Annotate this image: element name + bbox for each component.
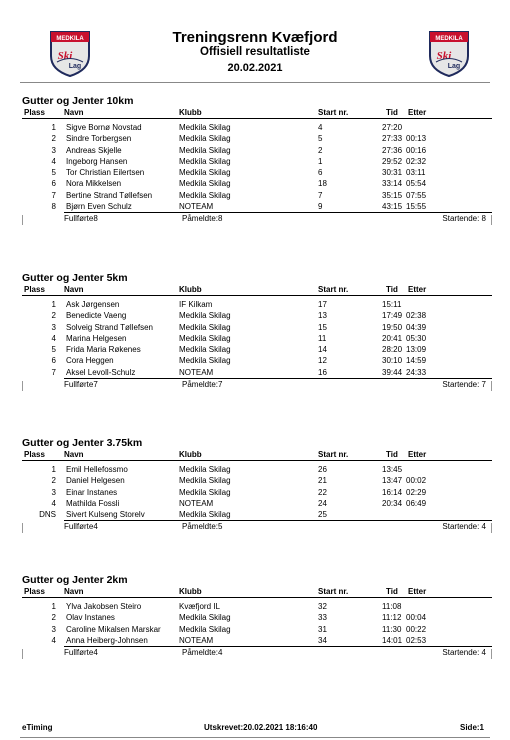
results-section-375km bbox=[22, 437, 492, 533]
table-row bbox=[22, 178, 492, 189]
table-row bbox=[22, 509, 492, 520]
cell-tid: 33:14 bbox=[382, 179, 403, 189]
summary-tick-right bbox=[491, 523, 492, 533]
cell-plass: 5 bbox=[51, 168, 56, 178]
cell-etter: 04:39 bbox=[406, 322, 427, 332]
cell-start: 22 bbox=[318, 487, 327, 497]
cell-plass: 2 bbox=[51, 476, 56, 486]
cell-tid: 11:08 bbox=[382, 602, 402, 611]
section-summary bbox=[22, 213, 492, 225]
cell-etter: 00:16 bbox=[406, 145, 427, 155]
col-klubb: Klubb bbox=[179, 285, 202, 294]
table-row bbox=[22, 355, 492, 366]
section-title: Gutter og Jenter 10km bbox=[22, 95, 134, 107]
cell-navn: Tor Christian Eilertsen bbox=[66, 168, 145, 178]
col-plass: Plass bbox=[24, 285, 45, 294]
cell-klubb: Medkila Skilag bbox=[179, 345, 231, 355]
cell-start: 32 bbox=[318, 602, 327, 611]
col-navn: Navn bbox=[64, 450, 84, 459]
table-row bbox=[22, 498, 492, 509]
cell-navn: Anna Heiberg-Johnsen bbox=[66, 635, 148, 645]
cell-start: 4 bbox=[318, 123, 323, 132]
cell-etter: 00:02 bbox=[406, 476, 427, 486]
col-start: Start nr. bbox=[318, 108, 349, 117]
cell-klubb: NOTEAM bbox=[179, 498, 214, 508]
cell-start: 26 bbox=[318, 465, 327, 474]
summary-pameldte: Påmeldte:4 bbox=[182, 648, 223, 658]
results-rows bbox=[22, 296, 492, 378]
results-section-2km bbox=[22, 574, 492, 659]
cell-start: 2 bbox=[318, 145, 323, 155]
section-summary bbox=[22, 521, 492, 533]
cell-plass: 4 bbox=[51, 156, 56, 166]
column-header bbox=[22, 450, 492, 461]
cell-plass: 3 bbox=[51, 624, 56, 634]
cell-tid: 15:11 bbox=[382, 300, 402, 309]
cell-navn: Cora Heggen bbox=[66, 356, 114, 366]
summary-fullforte: Fullførte8 bbox=[64, 214, 98, 224]
results-section-10km bbox=[22, 95, 492, 225]
cell-start: 13 bbox=[318, 311, 327, 321]
footer-app-name: eTiming bbox=[22, 723, 53, 732]
cell-klubb: Medkila Skilag bbox=[179, 168, 231, 178]
cell-navn: Sivert Kulseng Storelv bbox=[66, 510, 145, 520]
table-row bbox=[22, 344, 492, 355]
cell-klubb: Medkila Skilag bbox=[179, 134, 231, 144]
cell-navn: Marina Helgesen bbox=[66, 333, 127, 343]
cell-navn: Benedicte Vaeng bbox=[66, 311, 127, 321]
cell-start: 11 bbox=[318, 333, 327, 343]
col-tid: Tid bbox=[386, 108, 398, 117]
footer-printed-timestamp: Utskrevet:20.02.2021 18:16:40 bbox=[204, 723, 318, 732]
cell-etter: 00:22 bbox=[406, 624, 427, 634]
cell-tid: 28:20 bbox=[382, 345, 403, 355]
col-etter: Etter bbox=[408, 108, 427, 117]
cell-navn: Emil Hellefossmo bbox=[66, 465, 128, 474]
cell-etter: 05:54 bbox=[406, 179, 427, 189]
cell-start: 5 bbox=[318, 134, 323, 144]
col-start: Start nr. bbox=[318, 587, 349, 596]
cell-klubb: Medkila Skilag bbox=[179, 145, 231, 155]
cell-tid: 30:10 bbox=[382, 356, 403, 366]
cell-navn: Sigve Bornø Novstad bbox=[66, 123, 142, 132]
summary-startende: Startende: 4 bbox=[442, 522, 486, 532]
cell-etter: 00:04 bbox=[406, 613, 427, 623]
col-klubb: Klubb bbox=[179, 108, 202, 117]
col-plass: Plass bbox=[24, 108, 45, 117]
cell-tid: 17:49 bbox=[382, 311, 403, 321]
col-plass: Plass bbox=[24, 450, 45, 459]
summary-pameldte: Påmeldte:5 bbox=[182, 522, 223, 532]
summary-tick-left bbox=[22, 215, 23, 225]
table-row bbox=[22, 145, 492, 156]
summary-pameldte: Påmeldte:8 bbox=[182, 214, 223, 224]
logo-text-mid: Ski bbox=[436, 50, 452, 62]
section-title: Gutter og Jenter 5km bbox=[22, 272, 128, 284]
cell-navn: Ingeborg Hansen bbox=[66, 156, 128, 166]
cell-etter: 03:11 bbox=[406, 168, 426, 178]
cell-klubb: Medkila Skilag bbox=[179, 156, 231, 166]
table-row bbox=[22, 333, 492, 344]
summary-fullforte: Fullførte4 bbox=[64, 648, 98, 658]
cell-tid: 16:14 bbox=[382, 487, 403, 497]
cell-start: 33 bbox=[318, 613, 327, 623]
table-row bbox=[22, 475, 492, 486]
section-title: Gutter og Jenter 2km bbox=[22, 574, 128, 586]
cell-klubb: Medkila Skilag bbox=[179, 624, 231, 634]
table-row bbox=[22, 310, 492, 321]
cell-klubb: Medkila Skilag bbox=[179, 333, 231, 343]
logo-text-mid: Ski bbox=[57, 50, 73, 62]
table-row bbox=[22, 122, 492, 133]
cell-klubb: NOTEAM bbox=[179, 367, 214, 377]
summary-tick-left bbox=[22, 649, 23, 659]
page-subtitle: Offisiell resultatliste bbox=[200, 46, 310, 58]
col-navn: Navn bbox=[64, 285, 84, 294]
col-start: Start nr. bbox=[318, 450, 349, 459]
cell-tid: 14:01 bbox=[382, 635, 403, 645]
results-section-5km bbox=[22, 272, 492, 391]
title-block bbox=[120, 30, 390, 77]
cell-plass: 4 bbox=[51, 635, 56, 645]
cell-navn: Nora Mikkelsen bbox=[66, 179, 122, 189]
table-row bbox=[22, 601, 492, 612]
cell-start: 31 bbox=[318, 624, 327, 634]
cell-tid: 11:12 bbox=[382, 613, 402, 623]
cell-klubb: Medkila Skilag bbox=[179, 190, 231, 200]
cell-plass: 6 bbox=[51, 356, 56, 366]
table-row bbox=[22, 133, 492, 144]
cell-start: 14 bbox=[318, 345, 327, 355]
cell-start: 17 bbox=[318, 300, 327, 309]
cell-etter: 24:33 bbox=[406, 367, 427, 377]
cell-plass: 1 bbox=[51, 602, 56, 611]
cell-plass: 3 bbox=[51, 145, 56, 155]
results-rows bbox=[22, 461, 492, 520]
table-row bbox=[22, 367, 492, 378]
cell-start: 18 bbox=[318, 179, 327, 189]
cell-start: 12 bbox=[318, 356, 327, 366]
cell-tid: 39:44 bbox=[382, 367, 403, 377]
cell-plass: DNS bbox=[39, 510, 56, 520]
col-plass: Plass bbox=[24, 587, 45, 596]
cell-tid: 27:33 bbox=[382, 134, 403, 144]
summary-startende: Startende: 8 bbox=[442, 214, 486, 224]
cell-etter: 14:59 bbox=[406, 356, 427, 366]
logo-text-bottom: Lag bbox=[447, 63, 461, 70]
page-title: Treningsrenn Kvæfjord bbox=[172, 29, 338, 46]
col-tid: Tid bbox=[386, 587, 398, 596]
col-etter: Etter bbox=[408, 285, 427, 294]
table-row bbox=[22, 156, 492, 167]
summary-pameldte: Påmeldte:7 bbox=[182, 380, 223, 390]
cell-navn: Bertine Strand Tøllefsen bbox=[66, 190, 153, 200]
col-tid: Tid bbox=[386, 450, 398, 459]
cell-tid: 30:31 bbox=[382, 168, 403, 178]
cell-start: 16 bbox=[318, 367, 327, 377]
cell-plass: 4 bbox=[51, 498, 56, 508]
summary-tick-right bbox=[491, 215, 492, 225]
cell-navn: Andreas Skjelle bbox=[66, 145, 122, 155]
cell-etter: 00:13 bbox=[406, 134, 427, 144]
cell-plass: 7 bbox=[51, 190, 56, 200]
cell-navn: Daniel Helgesen bbox=[66, 476, 125, 486]
cell-start: 25 bbox=[318, 510, 327, 520]
summary-startende: Startende: 7 bbox=[442, 380, 486, 390]
cell-start: 9 bbox=[318, 202, 323, 212]
cell-klubb: Medkila Skilag bbox=[179, 510, 231, 520]
cell-start: 34 bbox=[318, 635, 327, 645]
table-row bbox=[22, 464, 492, 475]
table-row bbox=[22, 201, 492, 212]
table-row bbox=[22, 190, 492, 201]
cell-plass: 1 bbox=[51, 300, 56, 309]
event-date: 20.02.2021 bbox=[227, 62, 283, 74]
cell-etter: 02:32 bbox=[406, 156, 427, 166]
logo-text-bottom: Lag bbox=[68, 63, 82, 70]
cell-plass: 2 bbox=[51, 613, 56, 623]
cell-klubb: Medkila Skilag bbox=[179, 322, 231, 332]
cell-plass: 2 bbox=[51, 134, 56, 144]
footer-page-number: Side:1 bbox=[460, 723, 485, 732]
cell-klubb: Medkila Skilag bbox=[179, 123, 231, 132]
cell-etter: 13:09 bbox=[406, 345, 427, 355]
table-row bbox=[22, 322, 492, 333]
cell-navn: Caroline Mikalsen Marskar bbox=[66, 624, 161, 634]
cell-tid: 11:30 bbox=[382, 624, 402, 634]
results-rows bbox=[22, 119, 492, 212]
summary-tick-right bbox=[491, 649, 492, 659]
cell-tid: 27:20 bbox=[382, 123, 403, 132]
page-header bbox=[0, 0, 510, 90]
col-navn: Navn bbox=[64, 587, 84, 596]
cell-klubb: IF Kilkam bbox=[179, 300, 213, 309]
cell-etter: 06:49 bbox=[406, 498, 427, 508]
cell-navn: Einar Instanes bbox=[66, 487, 118, 497]
cell-plass: 2 bbox=[51, 311, 56, 321]
cell-etter: 05:30 bbox=[406, 333, 427, 343]
cell-navn: Mathilda Fossli bbox=[66, 498, 120, 508]
summary-startende: Startende: 4 bbox=[442, 648, 486, 658]
cell-tid: 29:52 bbox=[382, 156, 403, 166]
summary-divider bbox=[64, 646, 492, 647]
col-tid: Tid bbox=[386, 285, 398, 294]
medkila-logo-left bbox=[47, 28, 93, 78]
cell-tid: 20:34 bbox=[382, 498, 403, 508]
cell-etter: 02:29 bbox=[406, 487, 427, 497]
summary-tick-left bbox=[22, 523, 23, 533]
cell-plass: 5 bbox=[51, 345, 56, 355]
cell-tid: 43:15 bbox=[382, 202, 403, 212]
cell-plass: 8 bbox=[51, 202, 56, 212]
summary-tick-left bbox=[22, 381, 23, 391]
cell-start: 1 bbox=[318, 156, 323, 166]
col-klubb: Klubb bbox=[179, 450, 202, 459]
results-rows bbox=[22, 598, 492, 646]
cell-etter: 07:55 bbox=[406, 190, 427, 200]
column-header bbox=[22, 108, 492, 119]
table-row bbox=[22, 635, 492, 646]
header-divider bbox=[20, 82, 490, 83]
section-summary bbox=[22, 647, 492, 659]
cell-klubb: Kvæfjord IL bbox=[179, 602, 220, 611]
cell-plass: 3 bbox=[51, 487, 56, 497]
cell-navn: Ylva Jakobsen Steiro bbox=[66, 602, 142, 611]
cell-navn: Aksel Levoll-Schulz bbox=[66, 367, 136, 377]
cell-plass: 4 bbox=[51, 333, 56, 343]
cell-plass: 6 bbox=[51, 179, 56, 189]
col-navn: Navn bbox=[64, 108, 84, 117]
cell-start: 24 bbox=[318, 498, 327, 508]
cell-tid: 35:15 bbox=[382, 190, 403, 200]
cell-klubb: NOTEAM bbox=[179, 635, 214, 645]
col-klubb: Klubb bbox=[179, 587, 202, 596]
cell-klubb: Medkila Skilag bbox=[179, 179, 231, 189]
section-summary bbox=[22, 379, 492, 391]
cell-klubb: Medkila Skilag bbox=[179, 476, 231, 486]
cell-start: 6 bbox=[318, 168, 323, 178]
col-etter: Etter bbox=[408, 587, 427, 596]
cell-plass: 7 bbox=[51, 367, 56, 377]
cell-klubb: Medkila Skilag bbox=[179, 356, 231, 366]
cell-navn: Frida Maria Røkenes bbox=[66, 345, 141, 355]
summary-tick-right bbox=[491, 381, 492, 391]
section-title: Gutter og Jenter 3.75km bbox=[22, 437, 143, 449]
summary-fullforte: Fullførte7 bbox=[64, 380, 98, 390]
table-row bbox=[22, 612, 492, 623]
summary-divider bbox=[64, 520, 492, 521]
cell-etter: 02:53 bbox=[406, 635, 427, 645]
column-header bbox=[22, 285, 492, 296]
table-row bbox=[22, 624, 492, 635]
cell-tid: 27:36 bbox=[382, 145, 403, 155]
cell-start: 21 bbox=[318, 476, 327, 486]
cell-navn: Solveig Strand Tøllefsen bbox=[66, 322, 154, 332]
cell-klubb: NOTEAM bbox=[179, 202, 214, 212]
cell-klubb: Medkila Skilag bbox=[179, 487, 231, 497]
cell-etter: 15:55 bbox=[406, 202, 427, 212]
cell-klubb: Medkila Skilag bbox=[179, 311, 231, 321]
cell-navn: Sindre Torbergsen bbox=[66, 134, 132, 144]
cell-tid: 20:41 bbox=[382, 333, 403, 343]
cell-plass: 1 bbox=[51, 123, 56, 132]
cell-tid: 13:47 bbox=[382, 476, 403, 486]
cell-navn: Bjørn Even Schulz bbox=[66, 202, 132, 212]
cell-tid: 19:50 bbox=[382, 322, 403, 332]
summary-divider bbox=[64, 378, 492, 379]
cell-klubb: Medkila Skilag bbox=[179, 465, 231, 474]
summary-fullforte: Fullførte4 bbox=[64, 522, 98, 532]
cell-start: 7 bbox=[318, 190, 323, 200]
logo-text-top: MEDKILA bbox=[435, 36, 463, 42]
cell-start: 15 bbox=[318, 322, 327, 332]
logo-text-top: MEDKILA bbox=[56, 36, 84, 42]
cell-etter: 02:38 bbox=[406, 311, 427, 321]
cell-plass: 3 bbox=[51, 322, 56, 332]
table-row bbox=[22, 487, 492, 498]
column-header bbox=[22, 587, 492, 598]
cell-klubb: Medkila Skilag bbox=[179, 613, 231, 623]
table-row bbox=[22, 167, 492, 178]
medkila-logo-right bbox=[426, 28, 472, 78]
cell-plass: 1 bbox=[51, 465, 56, 474]
col-etter: Etter bbox=[408, 450, 427, 459]
cell-navn: Olav Instanes bbox=[66, 613, 115, 623]
page-footer bbox=[0, 723, 510, 737]
col-start: Start nr. bbox=[318, 285, 349, 294]
summary-divider bbox=[64, 212, 492, 213]
cell-tid: 13:45 bbox=[382, 465, 403, 474]
footer-divider bbox=[20, 737, 490, 738]
table-row bbox=[22, 299, 492, 310]
cell-navn: Ask Jørgensen bbox=[66, 300, 120, 309]
